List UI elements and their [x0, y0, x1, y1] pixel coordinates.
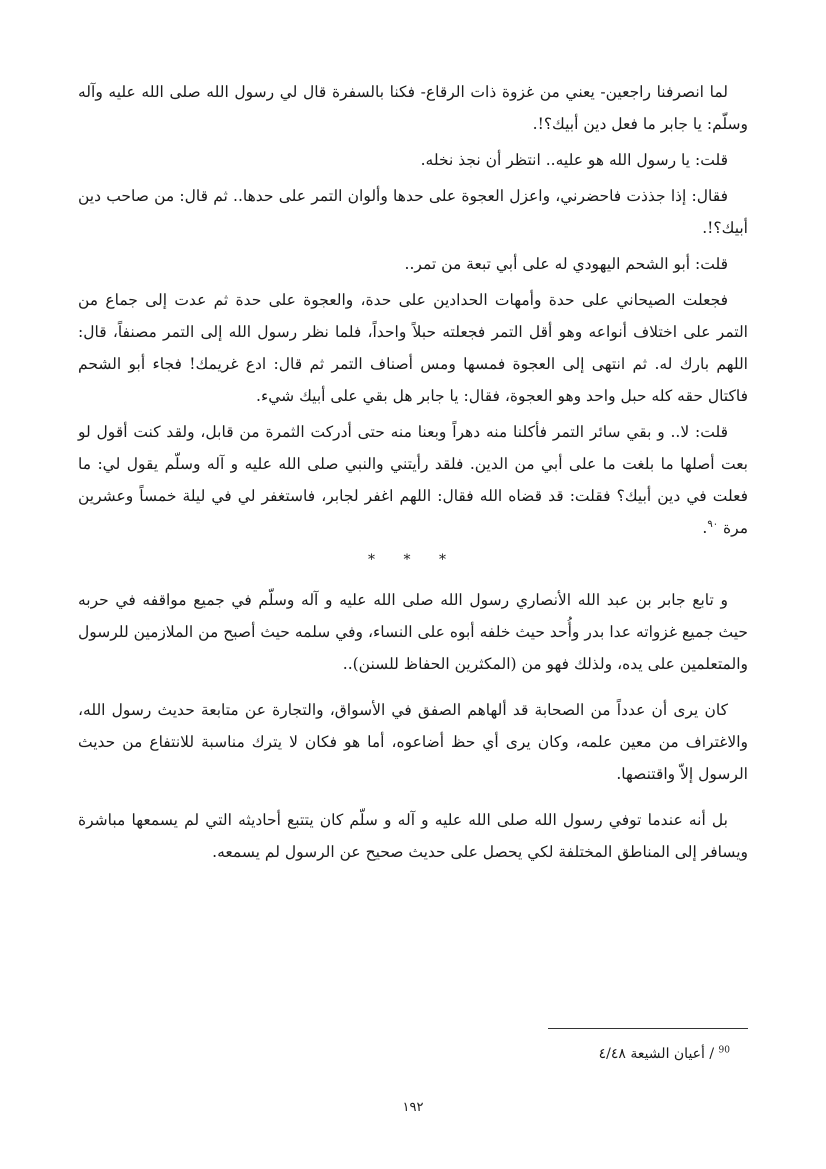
footnote-number: 90 [718, 1045, 730, 1056]
footnote-text: / أعيان الشيعة ٤/٤٨ [598, 1046, 715, 1062]
footnote-reference[interactable]: ٩٠ [707, 518, 719, 530]
paragraph-1: لما انصرفنا راجعين- يعني من غزوة ذات الرقاع- فكنا بالسفرة قال لي رسول الله صلى الله عليه وآله وسلّم: يا جابر ما فعل دين أبيك؟!. [78, 83, 748, 133]
paragraph-7: و تابع جابر بن عبد الله الأنصاري رسول الله صلى الله عليه و آله وسلّم في جميع مواقفه في حربه حيث جميع غزواته عدا بدر وأُحد حيث خلفه أبوه على النساء، وفي سلمه حيث أصبح من الملازمين للرسول والمتعلمين على يده، ولذلك فهو من (المكثرين الحفاظ للسنن).. [78, 591, 748, 673]
page-number: ١٩٢ [402, 1100, 424, 1115]
section-separator: * * * [368, 552, 458, 568]
paragraph-5: فجعلت الصيحاني على حدة وأمهات الحدادين على حدة، والعجوة على حدة ثم عدت إلى جماع من التمر على اختلاف أنواعه وهو أقل التمر فجعلته حبلاً واحداً، فلما نظر رسول الله إلى التمر مصنفاً، قال: اللهم بارك له. ثم انتهى إلى العجوة فمسها ومس أصناف التمر ثم قال: ادع غريمك! فجاء أبو الشحم فاكتال حقه كله حبل واحد وهو العجوة، فقال: يا جابر هل بقي على أبيك شيء. [78, 291, 748, 405]
paragraph-4: قلت: أبو الشحم اليهودي له على أبي تبعة من تمر.. [404, 255, 728, 273]
paragraph-2: قلت: يا رسول الله هو عليه.. انتظر أن نجذ نخله. [420, 151, 728, 169]
footnote [599, 1044, 730, 1064]
footnote-divider [548, 1028, 748, 1029]
paragraph-8: كان يرى أن عدداً من الصحابة قد ألهاهم الصفق في الأسواق، والتجارة عن متابعة حديث رسول الله، والاغتراف من معين علمه، وكان يرى أي حظ أضاعوه، أما هو فكان لا يترك مناسبة للانتفاع من حديث الرسول إلاّ واقتنصها. [78, 701, 748, 783]
paragraph-6-end: . [702, 519, 708, 537]
body-text [78, 76, 748, 872]
paragraph-3: فقال: إذا جذذت فاحضرني، واعزل العجوة على حدها وألوان التمر على حدها.. ثم قال: من صاحب دين أبيك؟!. [78, 187, 748, 237]
paragraph-9: بل أنه عندما توفي رسول الله صلى الله عليه و آله و سلّم كان يتتبع أحاديثه التي لم يسمعها مباشرة ويسافر إلى المناطق المختلفة لكي يحصل على حديث صحيح عن الرسول لم يسمعه. [78, 811, 748, 861]
paragraph-6 [78, 416, 748, 544]
paragraph-6-text: قلت: لا.. و بقي سائر التمر فأكلنا منه دهراً وبعنا منه حتى أدركت الثمرة من قابل، ولقد كنت أقول لو بعت أصلها ما بلغت ما على أبي من الدين. فلقد رأيتني والنبي صلى الله عليه و آله وسلّم يقول لي: ما فعلت في دين أبيك؟ فقلت: قد قضاه الله فقال: اللهم اغفر لجابر، فاستغفر لي في ليلة خمساً وعشرين مرة [78, 423, 748, 537]
